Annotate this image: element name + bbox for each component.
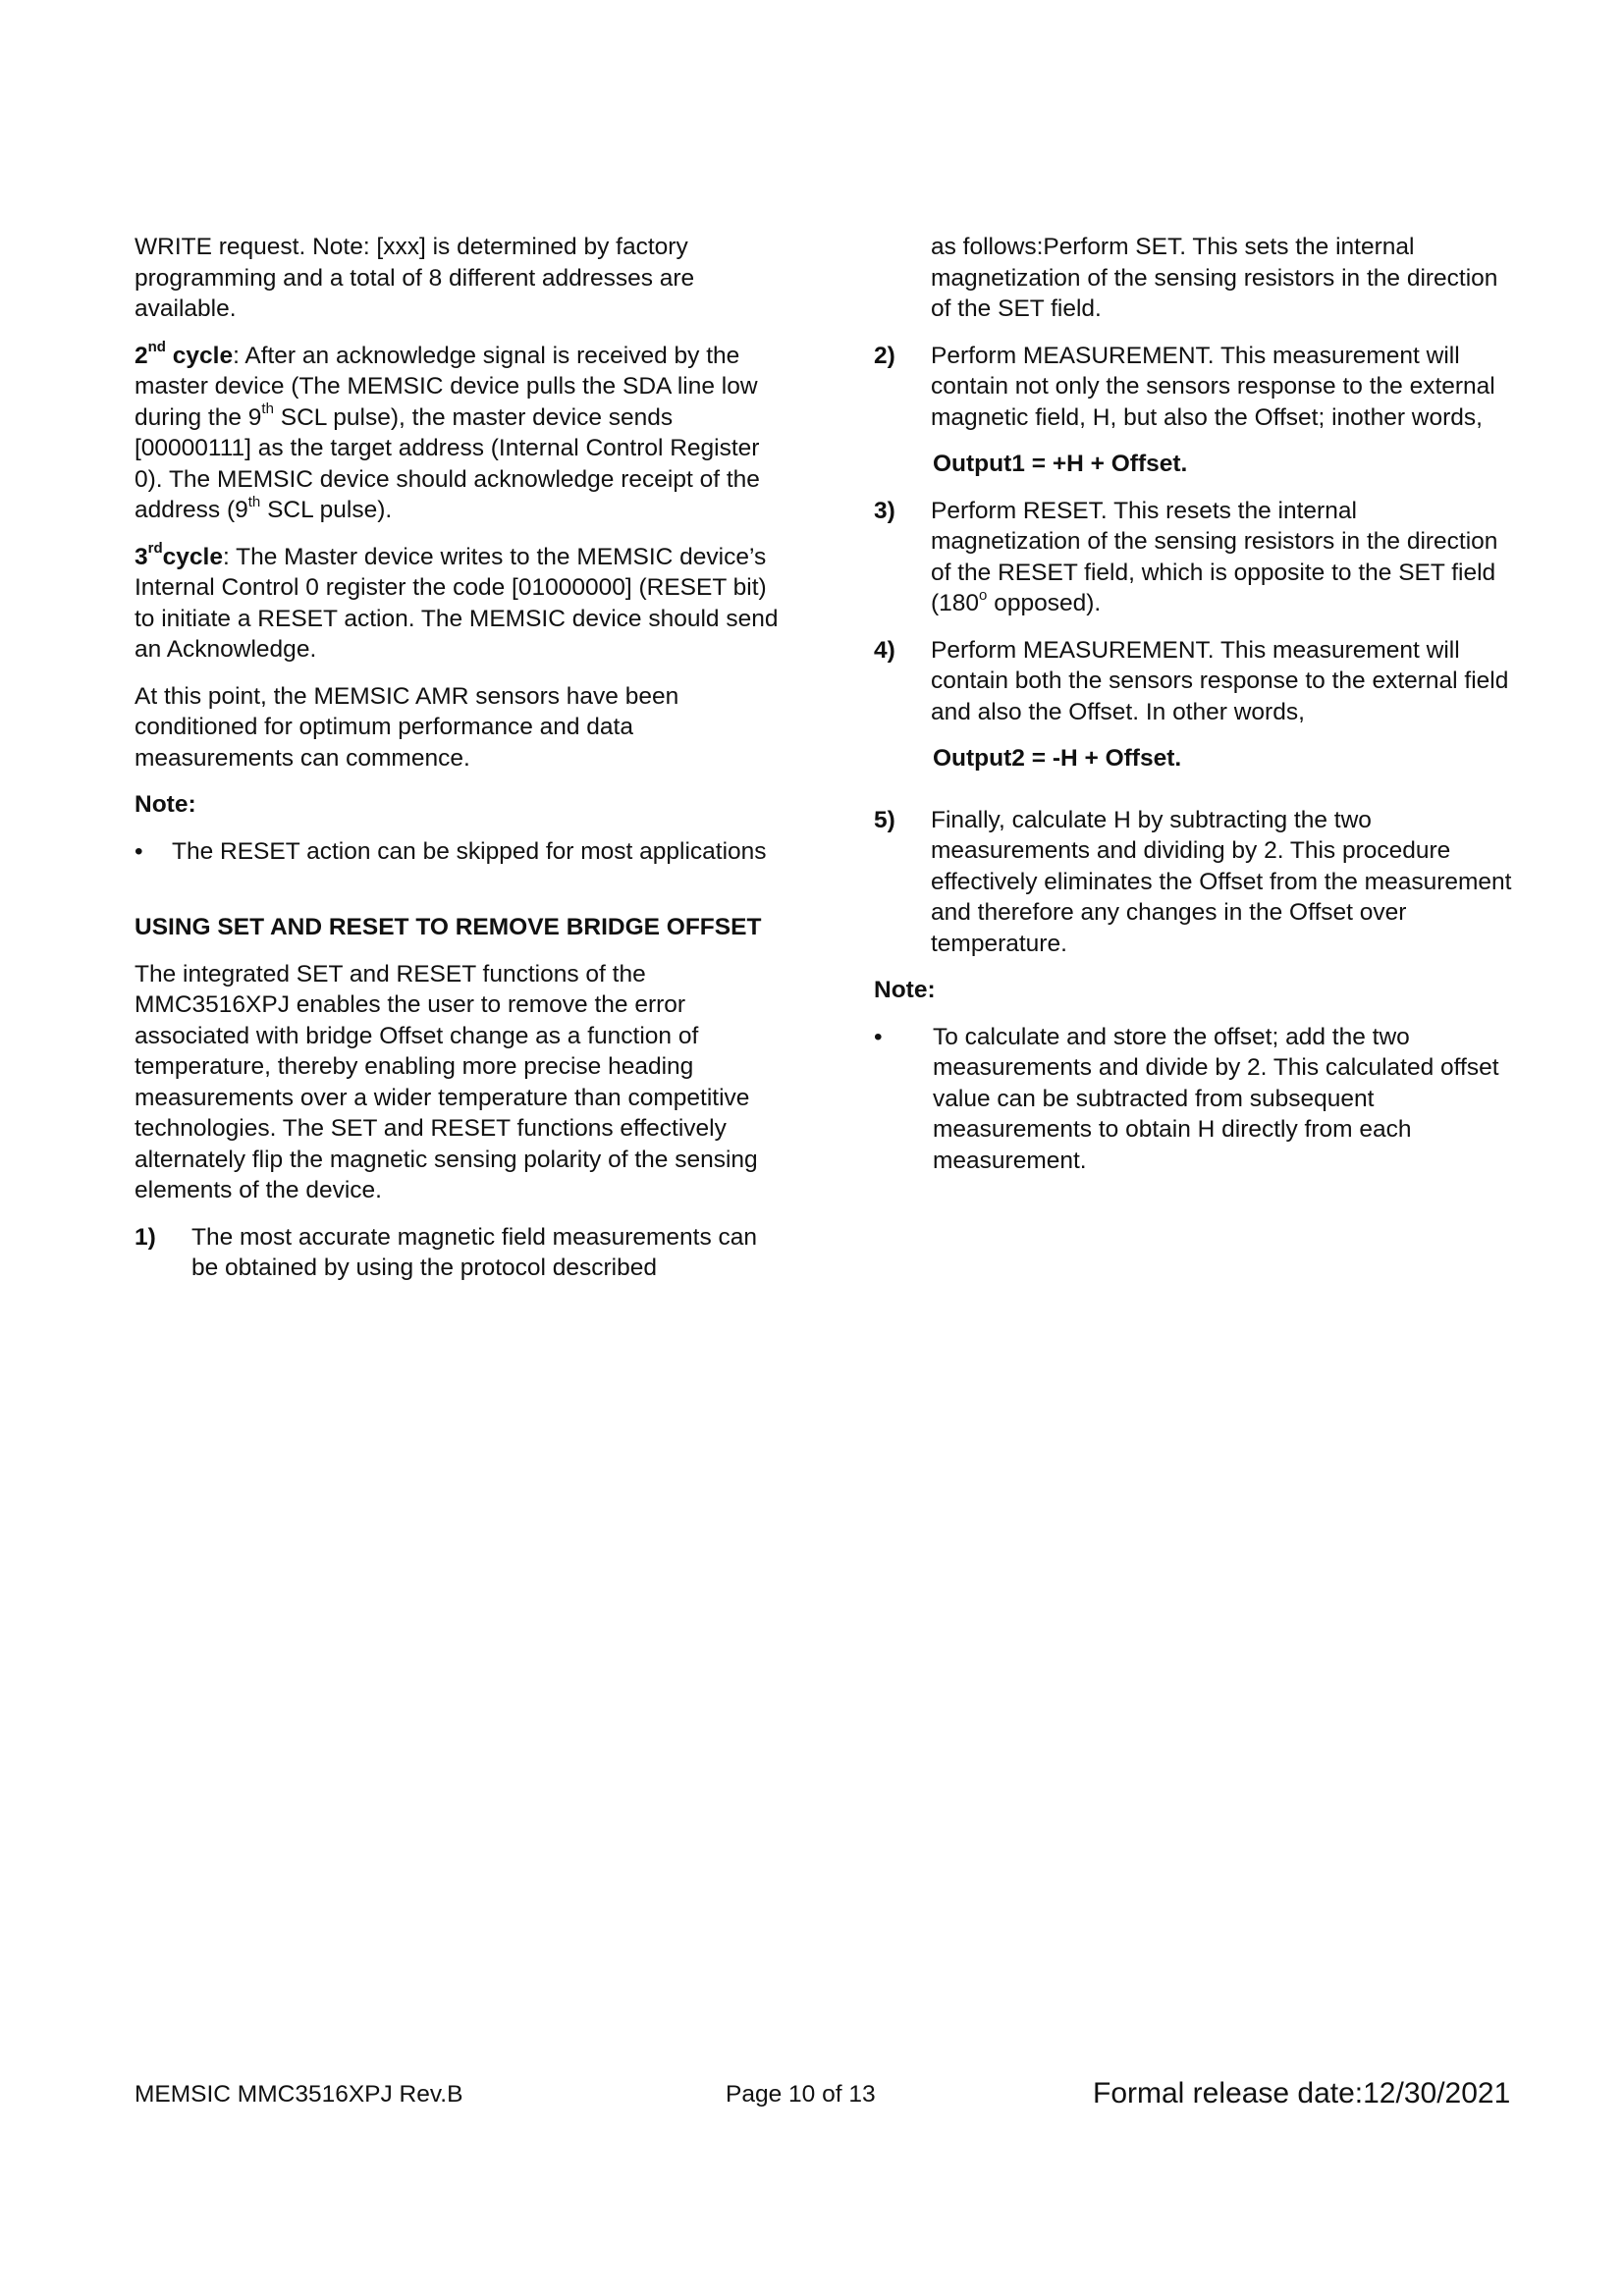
- second-cycle-paragraph: 2nd cycle: After an acknowledge signal is received by the master device (The MEMSIC device pulls the SDA line low during the 9th SCL pulse), the master device sends [00000111] as the target address (Internal Control Register 0). The MEMSIC device should acknowledge receipt of the address (9th SCL pulse).: [135, 339, 760, 523]
- list-item-text: Perform MEASUREMENT. This measurement will contain both the sensors response to the external field and also the Offset. In other words,: [931, 636, 1509, 725]
- section-heading: USING SET AND RESET TO REMOVE BRIDGE OFFSET: [135, 914, 762, 940]
- list-item-1-continuation: as follows:Perform SET. This sets the internal magnetization of the sensing resistors in the direction of the SET field.: [931, 234, 1498, 322]
- list-item-number: 4): [874, 636, 895, 664]
- list-item-3: [874, 496, 1512, 619]
- bullet-icon: •: [874, 1023, 883, 1050]
- third-cycle-paragraph: 3rdcycle: The Master device writes to the MEMSIC device’s Internal Control 0 register the code [01000000] (RESET bit) to initiate a RESET action. The MEMSIC device should send an Acknowledge.: [135, 540, 779, 663]
- write-request-paragraph: WRITE request. Note: [xxx] is determined by factory programming and a total of 8 different addresses are available.: [135, 234, 695, 322]
- list-item-number: 5): [874, 806, 895, 833]
- third-cycle-label: 3rdcycle: [135, 540, 223, 570]
- note-label: Note:: [874, 977, 936, 1003]
- list-item-text: Perform RESET. This resets the internal magnetization of the sensing resistors in the direction of the RESET field, which is opposite to the SET field (180$^o$ opposed).: [931, 497, 1498, 616]
- output2-formula: Output2 = -H + Offset.: [933, 745, 1182, 772]
- left-column: [135, 232, 783, 1300]
- list-item-number: 3): [874, 497, 895, 524]
- footer-page-number: Page 10 of 13: [726, 2081, 876, 2108]
- note-bullet-item: [135, 836, 783, 868]
- list-item-2: [874, 341, 1512, 434]
- list-item-5: [874, 805, 1512, 960]
- bullet-icon: •: [135, 837, 143, 865]
- list-item-1: [135, 1222, 783, 1284]
- list-item-text: Finally, calculate H by subtracting the two measurements and dividing by 2. This procedure effectively eliminates the Offset from the measurement and therefore any changes in the Offset over temperature.: [931, 806, 1512, 957]
- footer-document-id: MEMSIC MMC3516XPJ Rev.B: [135, 2081, 463, 2108]
- list-item-4: [874, 635, 1512, 728]
- note-bullet-text: The RESET action can be skipped for most applications: [172, 837, 767, 865]
- integrated-paragraph: The integrated SET and RESET functions of the MMC3516XPJ enables the user to remove the error associated with bridge Offset change as a function of temperature, thereby enabling more precise heading measurements over a wider temperature than competitive technologies. The SET and RESET functions effectively alternately flip the magnetic sensing polarity of the sensing elements of the device.: [135, 960, 758, 1203]
- second-cycle-label: 2nd cycle: [135, 339, 234, 369]
- list-item-text: Perform MEASUREMENT. This measurement will contain not only the sensors response to the external magnetic field, H, but also the Offset; inother words,: [931, 342, 1495, 431]
- right-column: [874, 232, 1512, 1192]
- list-item-number: 2): [874, 342, 895, 369]
- footer-release-date: Formal release date:12/30/2021: [1093, 2077, 1511, 2109]
- note-label: Note:: [135, 791, 196, 818]
- note-bullet-item: [874, 1022, 1512, 1177]
- conditioned-paragraph: At this point, the MEMSIC AMR sensors have been conditioned for optimum performance and data measurements can commence.: [135, 682, 679, 772]
- list-item-text: The most accurate magnetic field measurements can be obtained by using the protocol described: [191, 1223, 758, 1281]
- note-bullet-text: To calculate and store the offset; add the two measurements and divide by 2. This calculated offset value can be subtracted from subsequent measurements to obtain H directly from each measurement.: [933, 1023, 1499, 1174]
- output1-formula: Output1 = +H + Offset.: [933, 451, 1188, 477]
- list-item-number: 1): [135, 1223, 156, 1251]
